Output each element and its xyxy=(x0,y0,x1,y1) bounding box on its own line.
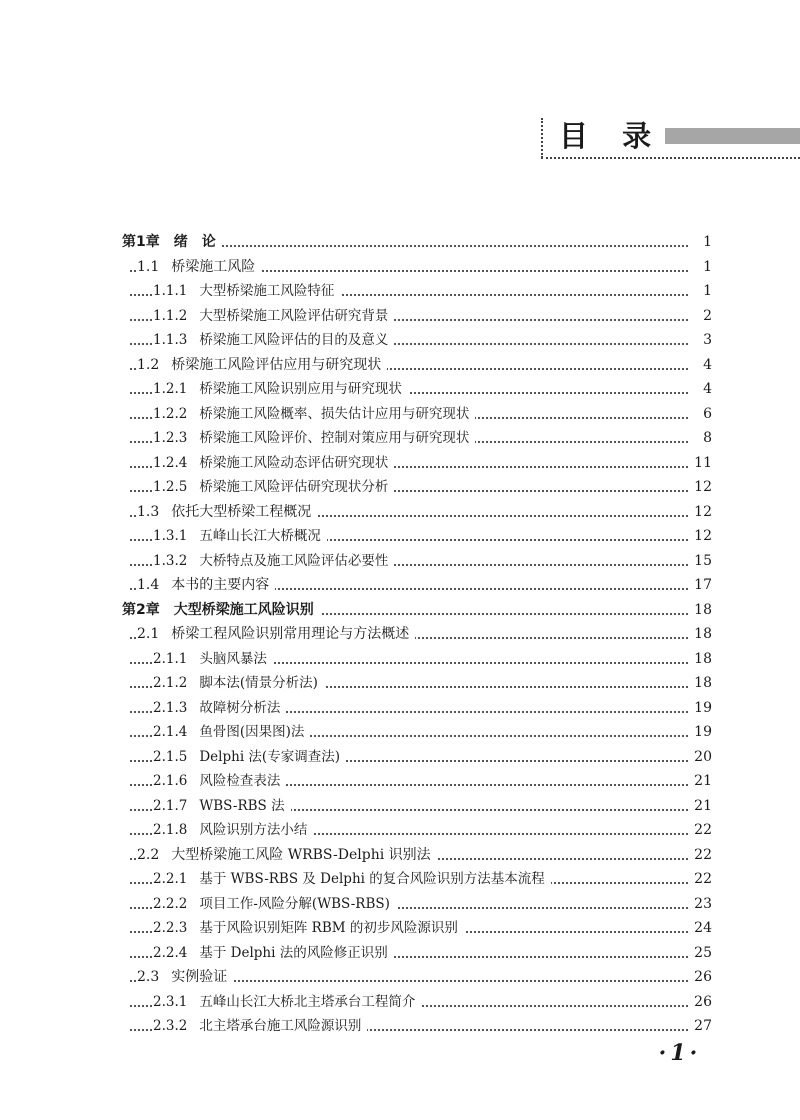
toc-entry-title: 桥梁施工风险评估应用与研究现状 xyxy=(171,356,382,373)
toc-entry-title: Delphi 法(专家调查法) xyxy=(199,748,340,765)
toc-entry-title: 实例验证 xyxy=(171,969,228,985)
toc-entry-number: 1.2.5 xyxy=(153,479,188,495)
toc-entry-number: 2.1.8 xyxy=(153,822,188,838)
toc-page-number: 8 xyxy=(688,426,712,450)
toc-entry-number: 2.1.7 xyxy=(153,797,188,814)
toc-section-entry[interactable] xyxy=(0,622,800,646)
toc-entry-number: 1.3.1 xyxy=(153,528,188,544)
toc-entry-title: 鱼骨图(因果图)法 xyxy=(199,724,305,740)
toc-entry-label xyxy=(137,573,275,597)
toc-entry-title: 大型桥梁施工风险 WRBS-Delphi 识别法 xyxy=(171,846,431,863)
toc-entry-number: 2.2.1 xyxy=(153,871,188,887)
toc-page-number: 22 xyxy=(688,843,712,867)
toc-entry-number: 1.2.3 xyxy=(153,430,188,446)
toc-entry-label xyxy=(153,377,408,401)
toc-page-number: 20 xyxy=(688,745,712,769)
toc-entry-number: 第1章 xyxy=(122,234,160,250)
toc-section-entry[interactable] xyxy=(0,573,800,597)
toc-subsection-entry[interactable] xyxy=(0,990,800,1014)
toc-subsection-entry[interactable] xyxy=(0,524,800,548)
toc-page-number: 6 xyxy=(688,402,712,426)
toc-subsection-entry[interactable] xyxy=(0,769,800,793)
toc-entry-label xyxy=(153,328,394,352)
toc-entry-number: 1.2.1 xyxy=(153,381,188,397)
toc-entry-title: 依托大型桥梁工程概况 xyxy=(171,503,312,520)
toc-entry-number: 2.1.3 xyxy=(153,699,188,716)
toc-entry-label xyxy=(153,671,324,695)
toc-subsection-entry[interactable] xyxy=(0,377,800,401)
toc-page-number: 12 xyxy=(688,475,712,499)
toc-entry-number: 2.1.6 xyxy=(153,773,188,789)
toc-subsection-entry[interactable] xyxy=(0,916,800,940)
toc-section-entry[interactable] xyxy=(0,843,800,867)
toc-subsection-entry[interactable] xyxy=(0,867,800,891)
toc-entry-title: 风险识别方法小结 xyxy=(199,822,308,838)
toc-entry-number: 2.3 xyxy=(137,969,160,985)
toc-page-number: 1 xyxy=(688,255,712,279)
toc-entry-title: 大型桥梁施工风险识别 xyxy=(173,601,314,618)
toc-entry-label xyxy=(153,549,394,573)
toc-page-number: 15 xyxy=(688,549,712,573)
toc-page-number: 26 xyxy=(688,990,712,1014)
toc-subsection-entry[interactable] xyxy=(0,892,800,916)
toc-entry-title: 桥梁施工风险评估研究现状分析 xyxy=(199,479,389,495)
toc-entry-title: 北主塔承台施工风险源识别 xyxy=(199,1018,362,1034)
toc-entry-number: 2.3.2 xyxy=(153,1018,188,1034)
toc-entry-label xyxy=(122,598,320,622)
toc-section-entry[interactable] xyxy=(0,500,800,524)
toc-entry-label xyxy=(153,892,396,916)
toc-entry-number: 2.2 xyxy=(137,846,160,863)
toc-subsection-entry[interactable] xyxy=(0,696,800,720)
toc-subsection-entry[interactable] xyxy=(0,451,800,475)
toc-entry-label xyxy=(153,304,394,328)
toc-chapter-entry[interactable] xyxy=(0,598,800,622)
toc-entry-label xyxy=(153,745,346,769)
toc-entry-label xyxy=(153,1014,367,1038)
toc-page-number: 27 xyxy=(688,1014,712,1038)
toc-entry-title: 项目工作-风险分解(WBS-RBS) xyxy=(199,895,390,912)
toc-subsection-entry[interactable] xyxy=(0,671,800,695)
toc-page-number: 4 xyxy=(688,377,712,401)
toc-page-number: 18 xyxy=(688,647,712,671)
toc-entry-label xyxy=(137,500,317,524)
toc-entry-label xyxy=(137,965,233,989)
toc-entry-title: 脚本法(情景分析法) xyxy=(199,675,318,691)
toc-entry-label xyxy=(153,867,551,891)
toc-entry-title: 大型桥梁施工风险特征 xyxy=(199,283,335,299)
toc-page-number: 21 xyxy=(688,769,712,793)
toc-entry-title: 绪 论 xyxy=(173,234,216,250)
toc-entry-number: 1.2.4 xyxy=(153,454,188,471)
toc-entry-label xyxy=(153,769,286,793)
toc-page-number: 22 xyxy=(688,867,712,891)
toc-section-entry[interactable] xyxy=(0,255,800,279)
toc-page-number: 25 xyxy=(688,941,712,965)
toc-page-number: 1 xyxy=(688,279,712,303)
toc-entry-title: 大型桥梁施工风险评估研究背景 xyxy=(199,307,389,324)
toc-subsection-entry[interactable] xyxy=(0,941,800,965)
toc-page-number: 17 xyxy=(688,573,712,597)
toc-page-number: 18 xyxy=(688,671,712,695)
page-number: ·1· xyxy=(658,1040,702,1066)
toc-entry-number: 第2章 xyxy=(122,601,160,618)
toc-entry-title: 桥梁施工风险动态评估研究现状 xyxy=(199,454,389,471)
header-gray-bar xyxy=(665,128,800,144)
toc-entry-label xyxy=(153,818,313,842)
toc-entry-label xyxy=(137,255,261,279)
toc-page-number: 1 xyxy=(688,230,712,254)
toc-entry-label xyxy=(153,475,394,499)
toc-page-number: 18 xyxy=(688,622,712,646)
toc-page-number: 3 xyxy=(688,328,712,352)
toc-page-number: 12 xyxy=(688,500,712,524)
toc-entry-number: 2.1.1 xyxy=(153,650,188,667)
toc-entry-title: 故障树分析法 xyxy=(199,699,281,716)
toc-subsection-entry[interactable] xyxy=(0,720,800,744)
toc-entry-label xyxy=(153,990,421,1014)
toc-entry-number: 1.3.2 xyxy=(153,552,188,569)
toc-subsection-entry[interactable] xyxy=(0,818,800,842)
toc-entry-title: 风险检查表法 xyxy=(199,773,281,789)
toc-entry-label xyxy=(153,402,475,426)
page-title: 目 录 xyxy=(559,119,664,153)
toc-page-number: 22 xyxy=(688,818,712,842)
header-dotted-horizontal-rule xyxy=(541,157,800,159)
toc-entry-label xyxy=(153,524,327,548)
toc-entry-number: 1.2 xyxy=(137,356,160,373)
toc-entry-title: 基于风险识别矩阵 RBM 的初步风险源识别 xyxy=(199,920,458,936)
toc-entry-label xyxy=(153,916,464,940)
toc-subsection-entry[interactable] xyxy=(0,647,800,671)
toc-entry-title: 桥梁施工风险概率、损失估计应用与研究现状 xyxy=(199,405,470,422)
toc-entry-title: 基于 Delphi 法的风险修正识别 xyxy=(199,944,388,961)
toc-entry-title: 本书的主要内容 xyxy=(171,577,270,593)
toc-chapter-entry[interactable] xyxy=(0,230,800,254)
toc-entry-title: 大桥特点及施工风险评估必要性 xyxy=(199,552,389,569)
toc-subsection-entry[interactable] xyxy=(0,475,800,499)
toc-page-number: 19 xyxy=(688,696,712,720)
toc-subsection-entry[interactable] xyxy=(0,1014,800,1038)
toc-entry-label xyxy=(153,794,291,818)
toc-header xyxy=(541,118,800,158)
toc-subsection-entry[interactable] xyxy=(0,745,800,769)
toc-entry-label xyxy=(153,696,286,720)
toc-entry-label xyxy=(153,451,394,475)
toc-entry-title: WBS-RBS 法 xyxy=(199,797,285,814)
toc-page-number: 21 xyxy=(688,794,712,818)
toc-entry-label xyxy=(137,843,437,867)
toc-section-entry[interactable] xyxy=(0,353,800,377)
toc-entry-number: 1.4 xyxy=(137,577,160,593)
toc-entry-number: 2.1.5 xyxy=(153,748,188,765)
toc-entry-number: 1.1.3 xyxy=(153,332,188,348)
toc-entry-number: 1.1 xyxy=(137,258,160,275)
toc-entry-number: 2.1.2 xyxy=(153,675,188,691)
toc-subsection-entry[interactable] xyxy=(0,402,800,426)
toc-subsection-entry[interactable] xyxy=(0,794,800,818)
toc-page-number: 23 xyxy=(688,892,712,916)
toc-entry-label xyxy=(153,279,340,303)
toc-entry-label xyxy=(153,647,273,671)
toc-page-number: 19 xyxy=(688,720,712,744)
toc-page-number: 18 xyxy=(688,598,712,622)
toc-entry-number: 2.1 xyxy=(137,626,160,642)
toc-page-number: 26 xyxy=(688,965,712,989)
toc-page-number: 2 xyxy=(688,304,712,328)
toc-subsection-entry[interactable] xyxy=(0,549,800,573)
toc-entry-title: 桥梁施工风险评价、控制对策应用与研究现状 xyxy=(199,430,470,446)
toc-page-number: 11 xyxy=(688,451,712,475)
toc-entry-number: 2.2.2 xyxy=(153,895,188,912)
toc-entry-title: 桥梁施工风险识别应用与研究现状 xyxy=(199,381,402,397)
toc-entry-number: 1.2.2 xyxy=(153,405,188,422)
toc-entry-number: 2.2.4 xyxy=(153,944,188,961)
toc-entry-title: 五峰山长江大桥概况 xyxy=(199,528,321,544)
toc-entry-number: 2.2.3 xyxy=(153,920,188,936)
toc-subsection-entry[interactable] xyxy=(0,426,800,450)
toc-entry-number: 1.1.2 xyxy=(153,307,188,324)
toc-entry-label xyxy=(153,720,310,744)
toc-entry-title: 头脑风暴法 xyxy=(199,650,267,667)
toc-section-entry[interactable] xyxy=(0,965,800,989)
toc-entry-title: 基于 WBS-RBS 及 Delphi 的复合风险识别方法基本流程 xyxy=(199,871,545,887)
toc-entry-label xyxy=(153,941,394,965)
toc-entry-title: 桥梁施工风险评估的目的及意义 xyxy=(199,332,389,348)
toc-subsection-entry[interactable] xyxy=(0,328,800,352)
toc-entry-number: 2.3.1 xyxy=(153,993,188,1010)
toc-entry-number: 1.1.1 xyxy=(153,283,188,299)
toc-entry-title: 五峰山长江大桥北主塔承台工程简介 xyxy=(199,993,416,1010)
toc-entry-number: 2.1.4 xyxy=(153,724,188,740)
toc-subsection-entry[interactable] xyxy=(0,304,800,328)
header-dotted-vertical-rule xyxy=(541,118,543,158)
toc-entry-label xyxy=(122,230,222,254)
toc-subsection-entry[interactable] xyxy=(0,279,800,303)
toc-entry-number: 1.3 xyxy=(137,503,160,520)
toc-page-number: 12 xyxy=(688,524,712,548)
toc-entry-label xyxy=(137,353,387,377)
toc-entry-title: 桥梁工程风险识别常用理论与方法概述 xyxy=(171,626,410,642)
toc-page-number: 24 xyxy=(688,916,712,940)
toc-entry-title: 桥梁施工风险 xyxy=(171,258,256,275)
toc-entry-label xyxy=(153,426,475,450)
toc-page-number: 4 xyxy=(688,353,712,377)
toc-entry-label xyxy=(137,622,415,646)
